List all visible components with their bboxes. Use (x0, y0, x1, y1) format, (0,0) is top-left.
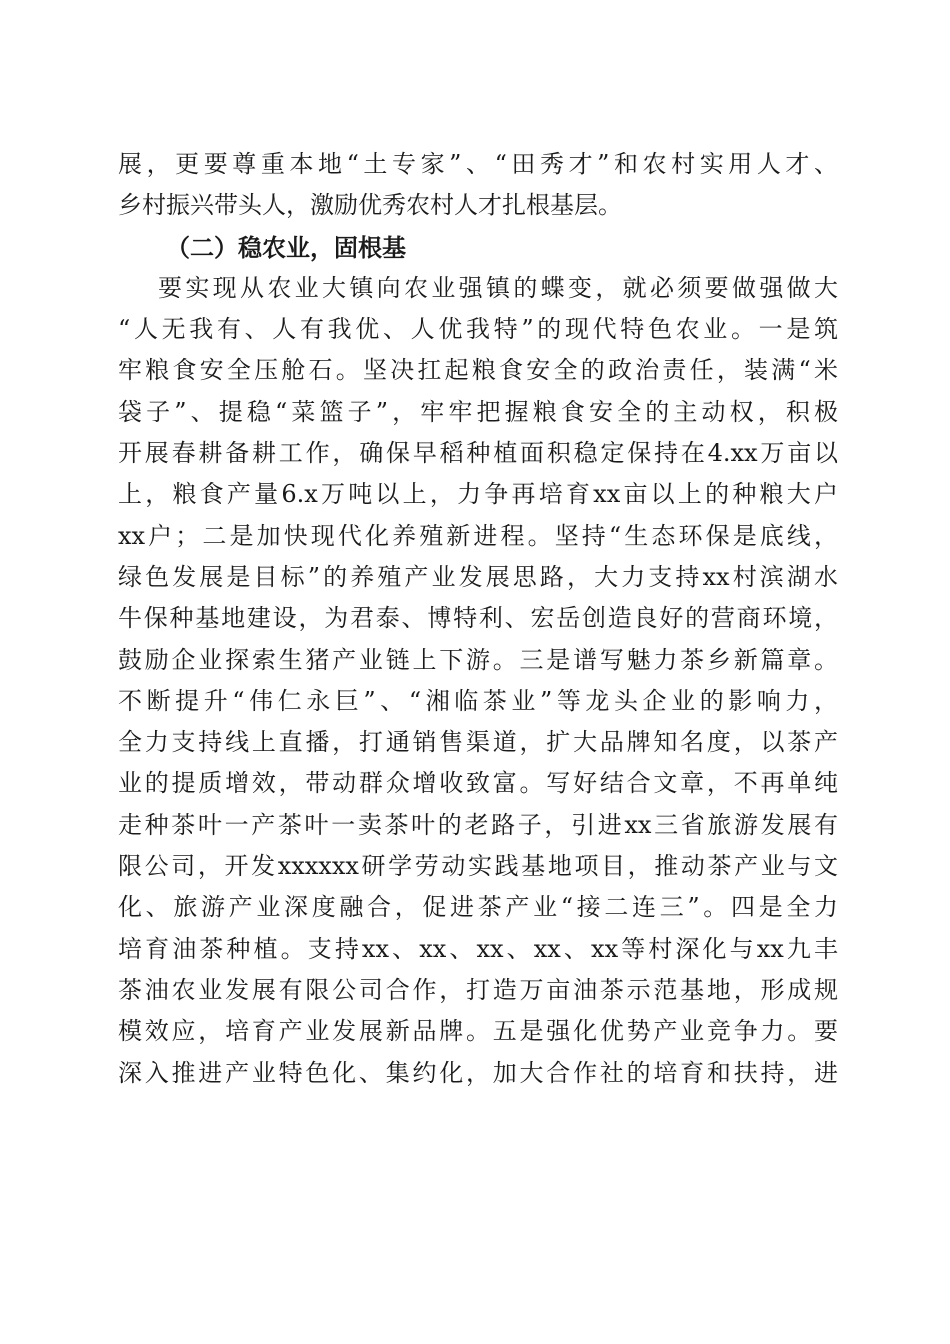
body-text (118, 144, 838, 1094)
text-line: 牢粮食安全压舱石。坚决扛起粮食安全的政治责任，装满“米 (118, 356, 838, 385)
text-line: 上，粮食产量6.x万吨以上，力争再培育xx亩以上的种粮大户 (118, 480, 838, 509)
text-line: 业的提质增效，带动群众增收致富。写好结合文章，不再单纯 (118, 769, 838, 798)
text-line: 鼓励企业探索生猪产业链上下游。三是谱写魅力茶乡新篇章。 (118, 645, 838, 674)
text-line: 茶油农业发展有限公司合作，打造万亩油茶示范基地，形成规 (118, 975, 838, 1004)
text-line: 牛保种基地建设，为君泰、博特利、宏岳创造良好的营商环境， (118, 604, 838, 633)
text-line: 不断提升“伟仁永巨”、“湘临茶业”等龙头企业的影响力， (118, 686, 838, 715)
text-line: xx户；二是加快现代化养殖新进程。坚持“生态环保是底线， (118, 521, 838, 550)
text-line: 乡村振兴带头人，激励优秀农村人才扎根基层。 (118, 191, 622, 220)
text-line: 深入推进产业特色化、集约化，加大合作社的培育和扶持，进 (118, 1058, 838, 1087)
text-line: 化、旅游产业深度融合，促进茶产业“接二连三”。四是全力 (118, 893, 838, 922)
section-heading: （二）稳农业，固根基 (166, 232, 406, 262)
text-line: 袋子”、提稳“菜篮子”，牢牢把握粮食安全的主动权，积极 (118, 397, 838, 426)
text-line: 开展春耕备耕工作，确保早稻种植面积稳定保持在4.xx万亩以 (118, 439, 838, 468)
text-line: 培育油茶种植。支持xx、xx、xx、xx、xx等村深化与xx九丰 (118, 934, 838, 963)
text-line: 限公司，开发xxxxxx研学劳动实践基地项目，推动茶产业与文 (118, 852, 838, 881)
text-line: 走种茶叶一产茶叶一卖茶叶的老路子，引进xx三省旅游发展有 (118, 810, 838, 839)
text-line: 绿色发展是目标”的养殖产业发展思路，大力支持xx村滨湖水 (118, 562, 838, 591)
text-line: “人无我有、人有我优、人优我特”的现代特色农业。一是筑 (118, 315, 838, 344)
text-line: 模效应，培育产业发展新品牌。五是强化优势产业竞争力。要 (118, 1017, 838, 1046)
text-line: 展，更要尊重本地“土专家”、“田秀才”和农村实用人才、 (118, 150, 838, 178)
text-line: 要实现从农业大镇向农业强镇的蝶变，就必须要做强做大 (158, 273, 838, 302)
text-line: 全力支持线上直播，打通销售渠道，扩大品牌知名度，以茶产 (118, 728, 838, 757)
